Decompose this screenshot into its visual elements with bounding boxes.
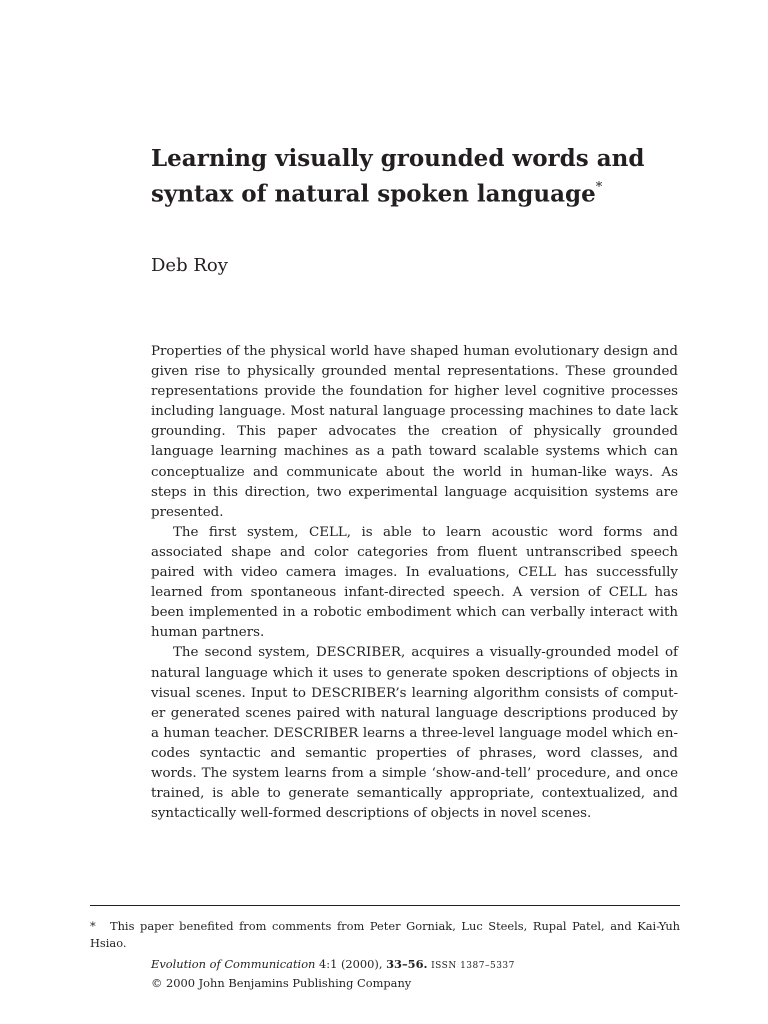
paper-title-text: Learning visually grounded words and syntax of natural spoken language <box>151 145 645 208</box>
author-name: Deb Roy <box>151 255 228 276</box>
volume-issue-year: 4:1 (2000), <box>319 957 383 971</box>
footnote <box>90 918 680 952</box>
abstract <box>151 342 678 824</box>
footnote-mark: * <box>90 919 96 933</box>
abstract-paragraph-2: The first system, CELL, is able to learn acoustic word forms and associated shape and color categories from fluent untranscribed speech paired with video camera images. In evaluations, CELL has successfully learned from spontaneous infant-directed speech. A version of CELL has been implemented in a robotic embodiment which can verbally interact with human partners. <box>151 524 678 641</box>
title-footnote-mark: * <box>595 180 603 195</box>
copyright-line: © 2000 John Benjamins Publishing Company <box>151 976 412 990</box>
journal-name: Evolution of Communication <box>151 957 316 971</box>
footnote-divider <box>90 905 680 906</box>
footnote-text: This paper benefited from comments from Peter Gorniak, Luc Steels, Rupal Patel, and Kai-Yuh Hsiao. <box>90 919 680 950</box>
paper-title <box>151 143 671 210</box>
source-info <box>151 956 671 992</box>
abstract-paragraph-1: Properties of the physical world have shaped human evolutionary design and given rise to physically grounded mental representations. These grounded representations provide the foundation for higher level cognitive processes including language. Most natural language processing machines to date lack grounding. This paper advocates the creation of physically grounded language learning machines as a path toward scalable systems which can conceptualize and communicate about the world in human-like ways. As steps in this direction, two experimental language acquisition systems are presented. <box>151 344 678 520</box>
citation-line <box>151 956 671 975</box>
issn: ISSN 1387–5337 <box>431 961 515 971</box>
abstract-paragraph-3: The second system, DESCRIBER, acquires a visually-grounded model of natural language which it uses to generate spoken descriptions of objects in visual scenes. Input to DESCRIBER’s learning algorithm consists of computer generated scenes paired with natural language descriptions produced by a human teacher. DESCRIBER learns a three-level language model which encodes syntactic and semantic properties of phrases, word classes, and words. The system learns from a simple ‘show-and-tell’ procedure, and once trained, is able to generate semantically appropriate, contextualized, and syntactically well-formed descriptions of objects in novel scenes. <box>151 645 678 822</box>
page-range: 33–56. <box>386 957 428 971</box>
